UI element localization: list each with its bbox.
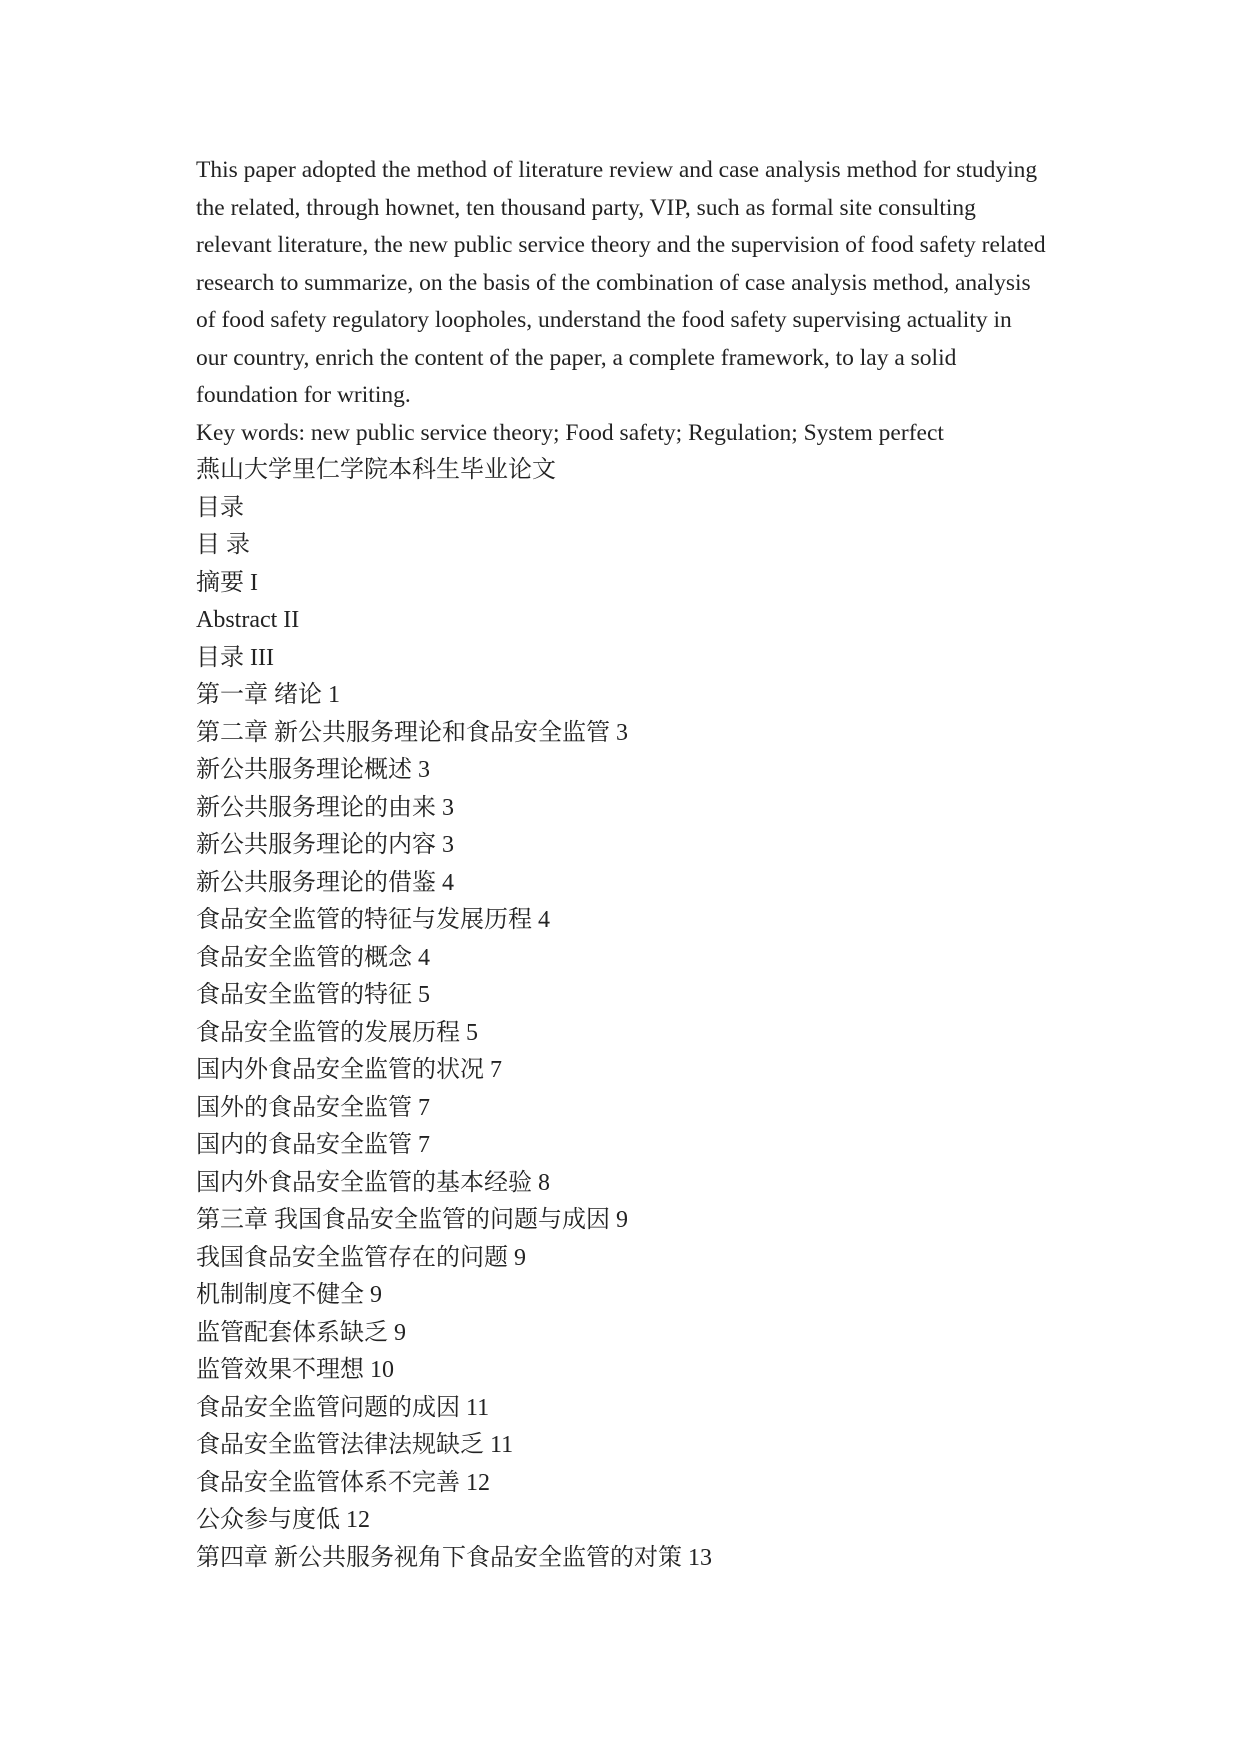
toc-entry: 监管配套体系缺乏 9: [196, 1319, 406, 1346]
toc-entry: 目录 III: [196, 644, 274, 671]
toc-entry: 食品安全监管问题的成因 11: [196, 1394, 490, 1421]
toc-entry: 新公共服务理论的由来 3: [196, 794, 454, 821]
toc-entry: 第二章 新公共服务理论和食品安全监管 3: [196, 719, 628, 746]
toc-entry: 国外的食品安全监管 7: [196, 1094, 430, 1121]
toc-entry: 食品安全监管体系不完善 12: [196, 1469, 490, 1496]
toc-heading: 目录: [196, 494, 244, 521]
toc-entry: 食品安全监管的概念 4: [196, 944, 430, 971]
keywords-line: Key words: new public service theory; Food safety; Regulation; System perfect: [196, 419, 944, 446]
toc-entry: 我国食品安全监管存在的问题 9: [196, 1244, 526, 1271]
toc-entry: 新公共服务理论的内容 3: [196, 832, 454, 858]
toc-entry: 国内外食品安全监管的状况 7: [196, 1057, 502, 1083]
toc-entry: 食品安全监管的发展历程 5: [196, 1019, 478, 1046]
toc-entry: 食品安全监管的特征 5: [196, 982, 430, 1008]
abstract-paragraph: This paper adopted the method of literature review and case analysis method for studying the related, through hownet, ten thousand party, VIP, such as formal site consulting relevant literature, the new public service theory and the supervision of food safety related research to summarize, on the basis of the combination of case analysis method, analysis of food safety regulatory loopholes, understand the food safety supervising actuality in our country, enrich the content of the paper, a complete framework, to lay a solid foundation for writing.: [196, 157, 1046, 408]
toc-entry: Abstract II: [196, 607, 300, 633]
toc-entry: 国内的食品安全监管 7: [196, 1132, 430, 1158]
toc-entry: 机制制度不健全 9: [196, 1282, 382, 1308]
thesis-header: 燕山大学里仁学院本科生毕业论文: [196, 457, 556, 483]
toc-entry: 公众参与度低 12: [196, 1507, 370, 1533]
toc-entry: 食品安全监管法律法规缺乏 11: [196, 1432, 514, 1458]
toc-entry: 食品安全监管的特征与发展历程 4: [196, 907, 550, 933]
toc-heading-spaced: 目 录: [196, 532, 250, 558]
toc-entry: 第一章 绪论 1: [196, 682, 340, 708]
toc-entry: 摘要 I: [196, 569, 258, 596]
toc-entry: 新公共服务理论的借鉴 4: [196, 869, 454, 896]
toc-entry: 国内外食品安全监管的基本经验 8: [196, 1169, 550, 1196]
document-page: [196, 152, 1046, 1577]
toc-entry: 新公共服务理论概述 3: [196, 757, 430, 783]
toc-entry: 监管效果不理想 10: [196, 1357, 394, 1383]
toc-entry: 第四章 新公共服务视角下食品安全监管的对策 13: [196, 1544, 712, 1571]
toc-entry: 第三章 我国食品安全监管的问题与成因 9: [196, 1207, 628, 1233]
